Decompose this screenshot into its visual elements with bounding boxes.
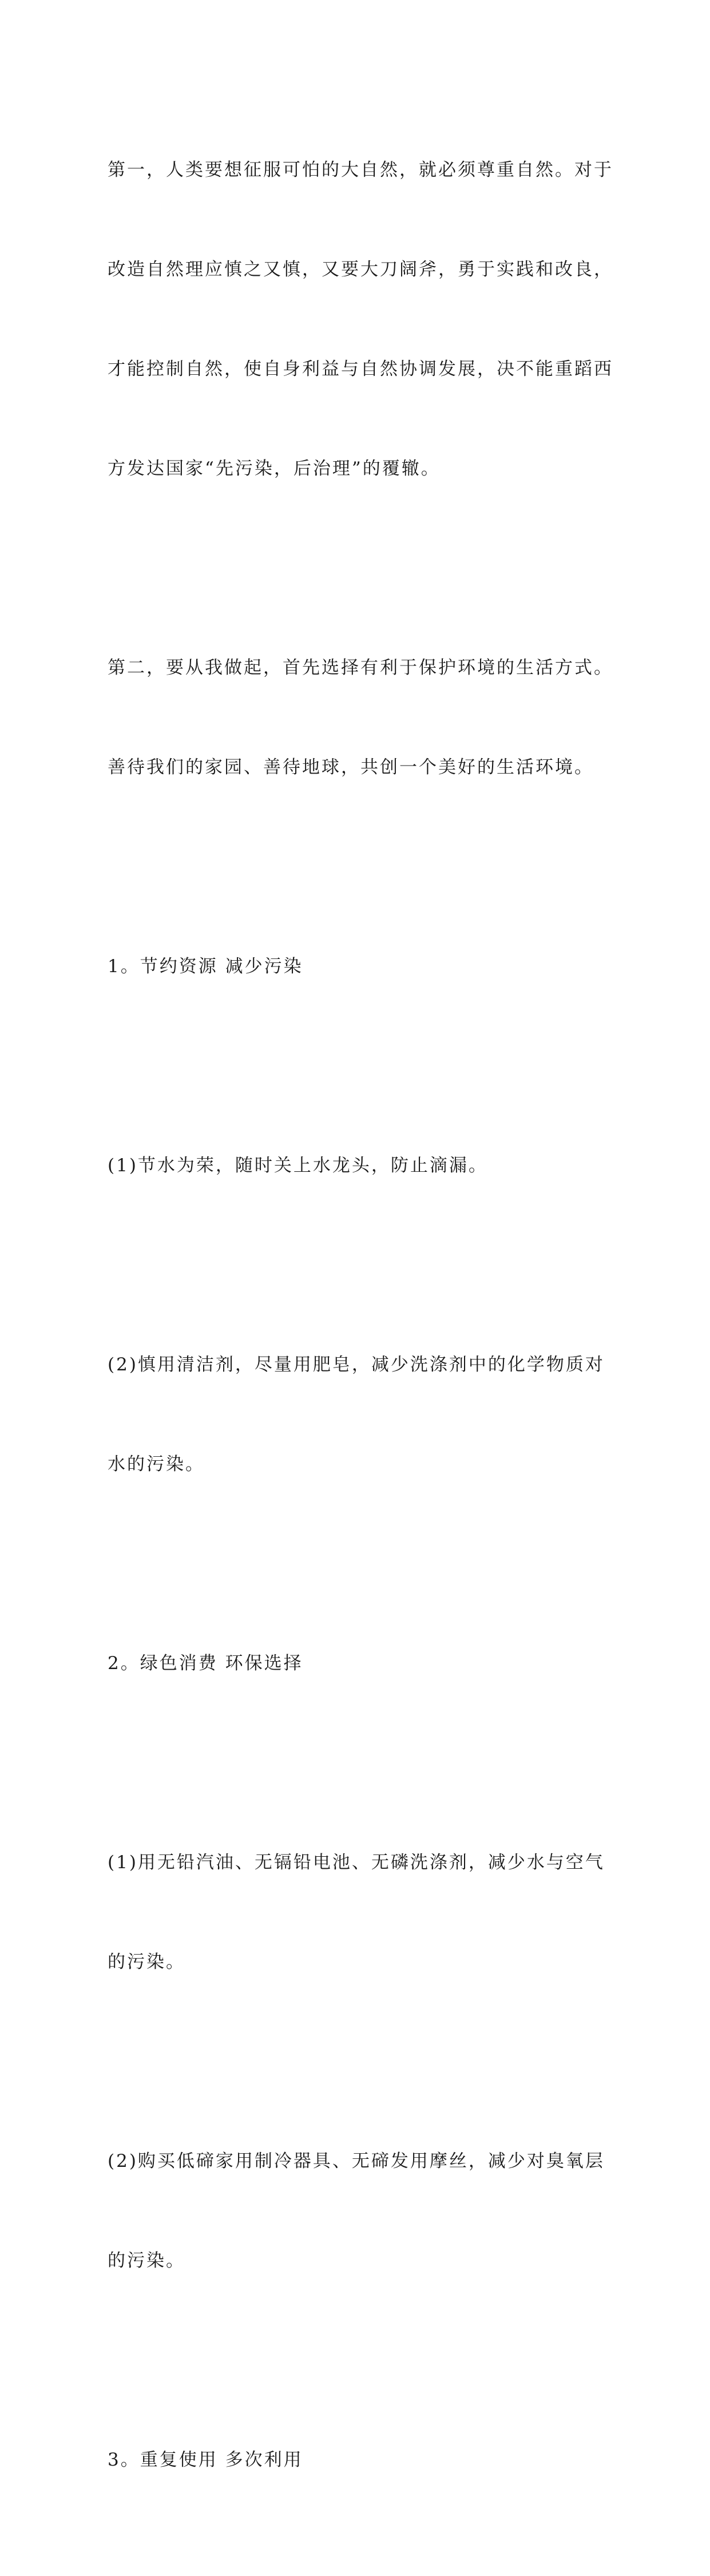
text-line: 第一，人类要想征服可怕的大自然，就必须尊重自然。对于 [108, 160, 613, 180]
text-line: 的污染。 [108, 2250, 185, 2271]
list-item-save-water [108, 1083, 611, 1249]
paragraph-start-from-me [108, 585, 611, 850]
text-line: 改造自然理应慎之又慎，又要大刀阔斧，勇于实践和改良， [108, 259, 613, 280]
text-line: 3。重复使用 多次利用 [108, 2450, 303, 2470]
text-line: (2)购买低碲家用制冷器具、无碲发用摩丝，减少对臭氧层 [108, 2151, 605, 2171]
text-line: 善待我们的家园、善待地球，共创一个美好的生活环境。 [108, 757, 594, 778]
section-heading-save-resources [108, 883, 611, 1049]
text-line: 第二，要从我做起，首先选择有利于保护环境的生活方式。 [108, 657, 613, 678]
section-heading-green-consumption [108, 1580, 611, 1746]
text-line: 2。绿色消费 环保选择 [108, 1653, 303, 1674]
text-line: (2)慎用清洁剂，尽量用肥皂，减少洗涤剂中的化学物质对 [108, 1354, 605, 1375]
list-item-ozone [108, 2078, 611, 2344]
list-item-lead-free [108, 1780, 611, 2045]
text-line: 水的污染。 [108, 1454, 205, 1475]
section-heading-reuse [108, 2377, 611, 2543]
document-body [108, 87, 611, 2576]
text-line: 方发达国家“先污染，后治理”的覆辙。 [108, 458, 441, 479]
paragraph-respect-nature [108, 87, 611, 552]
list-item-detergent [108, 1282, 611, 1547]
text-line: (1)用无铅汽油、无镉铅电池、无磷洗涤剂，减少水与空气 [108, 1852, 605, 1873]
text-line: 的污染。 [108, 1952, 185, 1972]
text-line: (1)节水为荣，随时关上水龙头，防止滴漏。 [108, 1155, 488, 1176]
text-line: 1。节约资源 减少污染 [108, 956, 303, 977]
text-line: 才能控制自然，使自身利益与自然协调发展，决不能重蹈西 [108, 359, 613, 379]
